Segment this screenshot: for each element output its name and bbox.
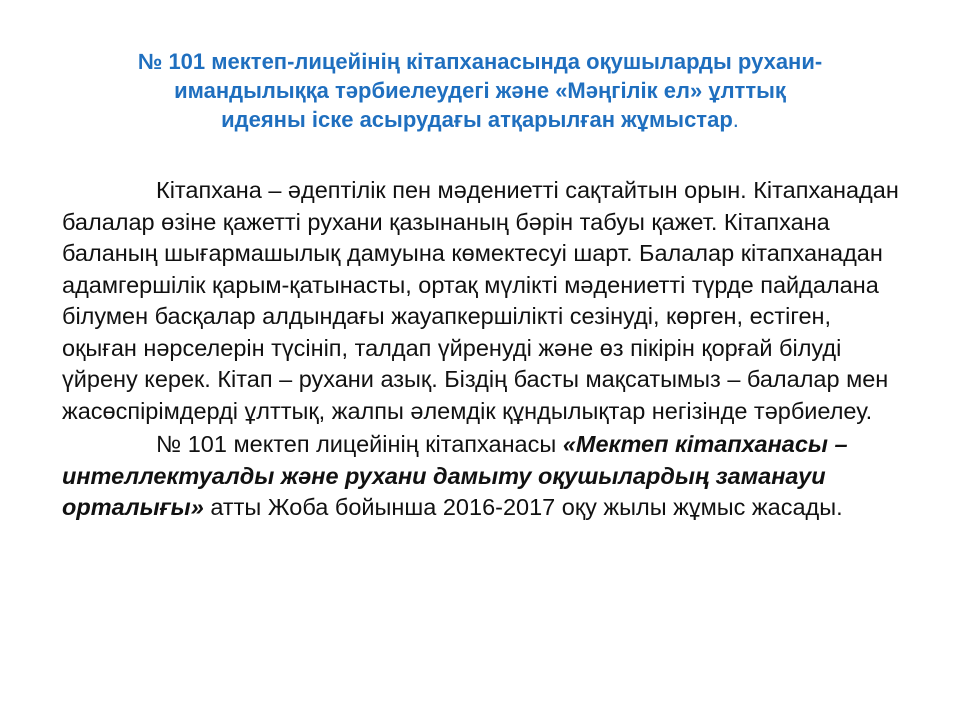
- paragraph-project-tail: атты Жоба бойынша 2016-2017 оқу жылы жұмыс жасады.: [203, 494, 843, 520]
- title-line-3: идеяны іске асырудағы атқарылған жұмыстар: [221, 107, 733, 132]
- slide-title: [40, 47, 920, 134]
- slide-body: [62, 175, 907, 524]
- project-name-emphasis: «Мектеп кітапханасы – интеллектуалды және рухани дамыту оқушылардың заманауи орталығы»: [62, 431, 848, 520]
- paragraph-library-purpose: Кітапхана – әдептілік пен мәдениетті сақтайтын орын. Кітапханадан балалар өзіне қажетті рухани қазынаның бәрін табуы қажет. Кітапхана баланың шығармашылық дамуына көмектесуі шарт. Балалар кітапханадан адамгершілік қарым-қатынасты, ортақ мүлікті мәдениетті түрде пайдалана білумен басқалар алдындағы жауапкершілікті сезінуді, көрген, естіген, оқыған нәрселерін түсініп, талдап үйренуді және өз пікірін қорғай білуді үйрену керек. Кітап – рухани азық. Біздің басты мақсатымыз – балалар мен жасөспірімдерді ұлттық, жалпы әлемдік құндылықтар негізінде тәрбиелеу.: [62, 177, 899, 424]
- paragraph-project: [62, 429, 907, 524]
- paragraph-project-lead: № 101 мектеп лицейінің кітапханасы: [156, 431, 563, 457]
- title-trailing-dot: .: [732, 107, 739, 132]
- title-line-2: имандылыққа тәрбиелеудегі және «Мәңгілік ел» ұлттық: [174, 78, 786, 103]
- title-line-1: № 101 мектеп-лицейінің кітапханасында оқушыларды рухани-: [137, 49, 823, 74]
